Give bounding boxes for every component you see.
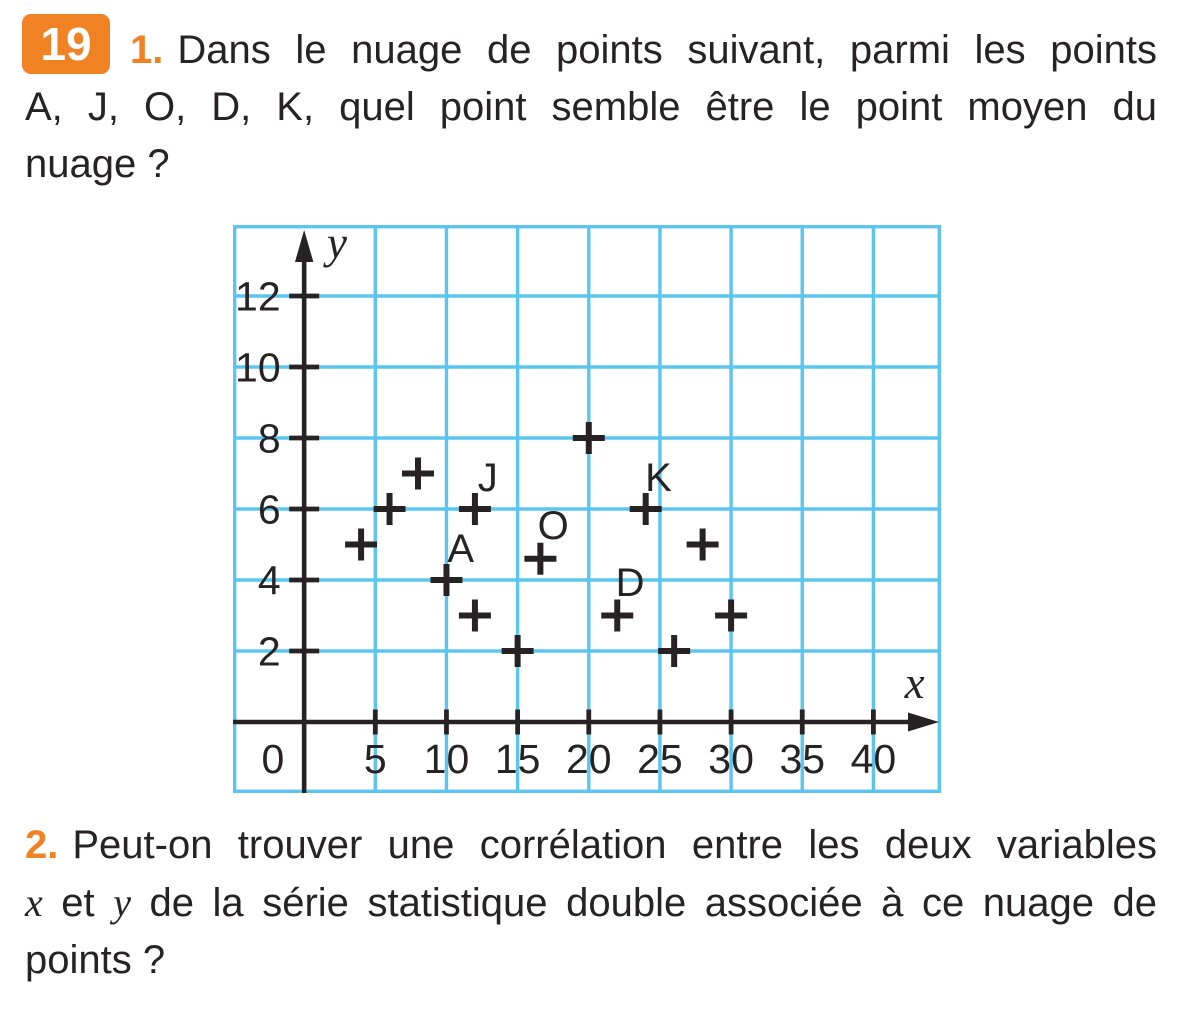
math-variable: x (25, 880, 43, 925)
data-point-plus (374, 493, 406, 525)
y-tick-label: 10 (235, 344, 281, 391)
point-label-d: D (615, 560, 645, 605)
data-point-plus (658, 635, 690, 667)
x-tick-label: 25 (637, 736, 683, 782)
y-axis-arrow-icon (295, 230, 313, 262)
question-2 (25, 817, 1157, 989)
origin-label: 0 (261, 736, 285, 782)
x-axis-arrow-icon (908, 713, 939, 732)
point-label-o: O (537, 503, 569, 548)
point-label-j: J (477, 456, 498, 501)
y-tick-label: 4 (257, 557, 281, 604)
question-2-number-marker: 2. (25, 823, 59, 867)
axes (233, 230, 939, 793)
y-tick-label: 2 (257, 628, 281, 675)
x-tick-label: 5 (363, 736, 387, 782)
question-1-line-2: A, J, O, D, K, quel point semble être le point moyen du (25, 85, 1157, 129)
y-axis-label: y (327, 225, 348, 269)
question-1-line-1: 1. Dans le nuage de points suivant, parmi les points (130, 28, 1157, 72)
question-1-line-3: nuage ? (25, 142, 170, 186)
tick-labels (235, 225, 925, 782)
y-tick-label: 8 (257, 415, 281, 462)
question-2-line-1: 2. Peut-on trouver une corrélation entre les deux variables (25, 823, 1157, 867)
x-tick-label: 30 (708, 736, 754, 782)
scatter-chart (233, 225, 941, 793)
math-variable: y (113, 880, 131, 925)
question-2-line-2: x et y de la série statistique double associée à ce nuage de (25, 880, 1157, 925)
data-point-plus (345, 529, 377, 561)
question-1 (25, 22, 1157, 193)
point-label-a: A (447, 527, 475, 572)
x-tick-label: 20 (565, 736, 612, 782)
x-tick-label: 40 (850, 736, 897, 782)
point-labels (447, 456, 672, 605)
question-1-number-marker: 1. (130, 28, 164, 72)
x-tick-label: 15 (494, 736, 541, 782)
data-point-plus (715, 600, 747, 632)
x-axis-label: x (904, 657, 925, 708)
grid (233, 225, 941, 793)
data-point-plus (402, 458, 434, 490)
question-2-line-3: points ? (25, 938, 166, 982)
exercise-number-badge: 19 (22, 14, 110, 74)
data-point-plus (502, 635, 534, 667)
point-label-k: K (645, 456, 672, 501)
data-point-plus (687, 529, 719, 561)
y-tick-label: 12 (235, 273, 281, 320)
data-point-plus (459, 600, 491, 632)
data-point-plus (573, 422, 605, 454)
y-tick-label: 6 (257, 486, 281, 533)
x-tick-label: 35 (779, 736, 826, 782)
x-tick-label: 10 (423, 736, 470, 782)
